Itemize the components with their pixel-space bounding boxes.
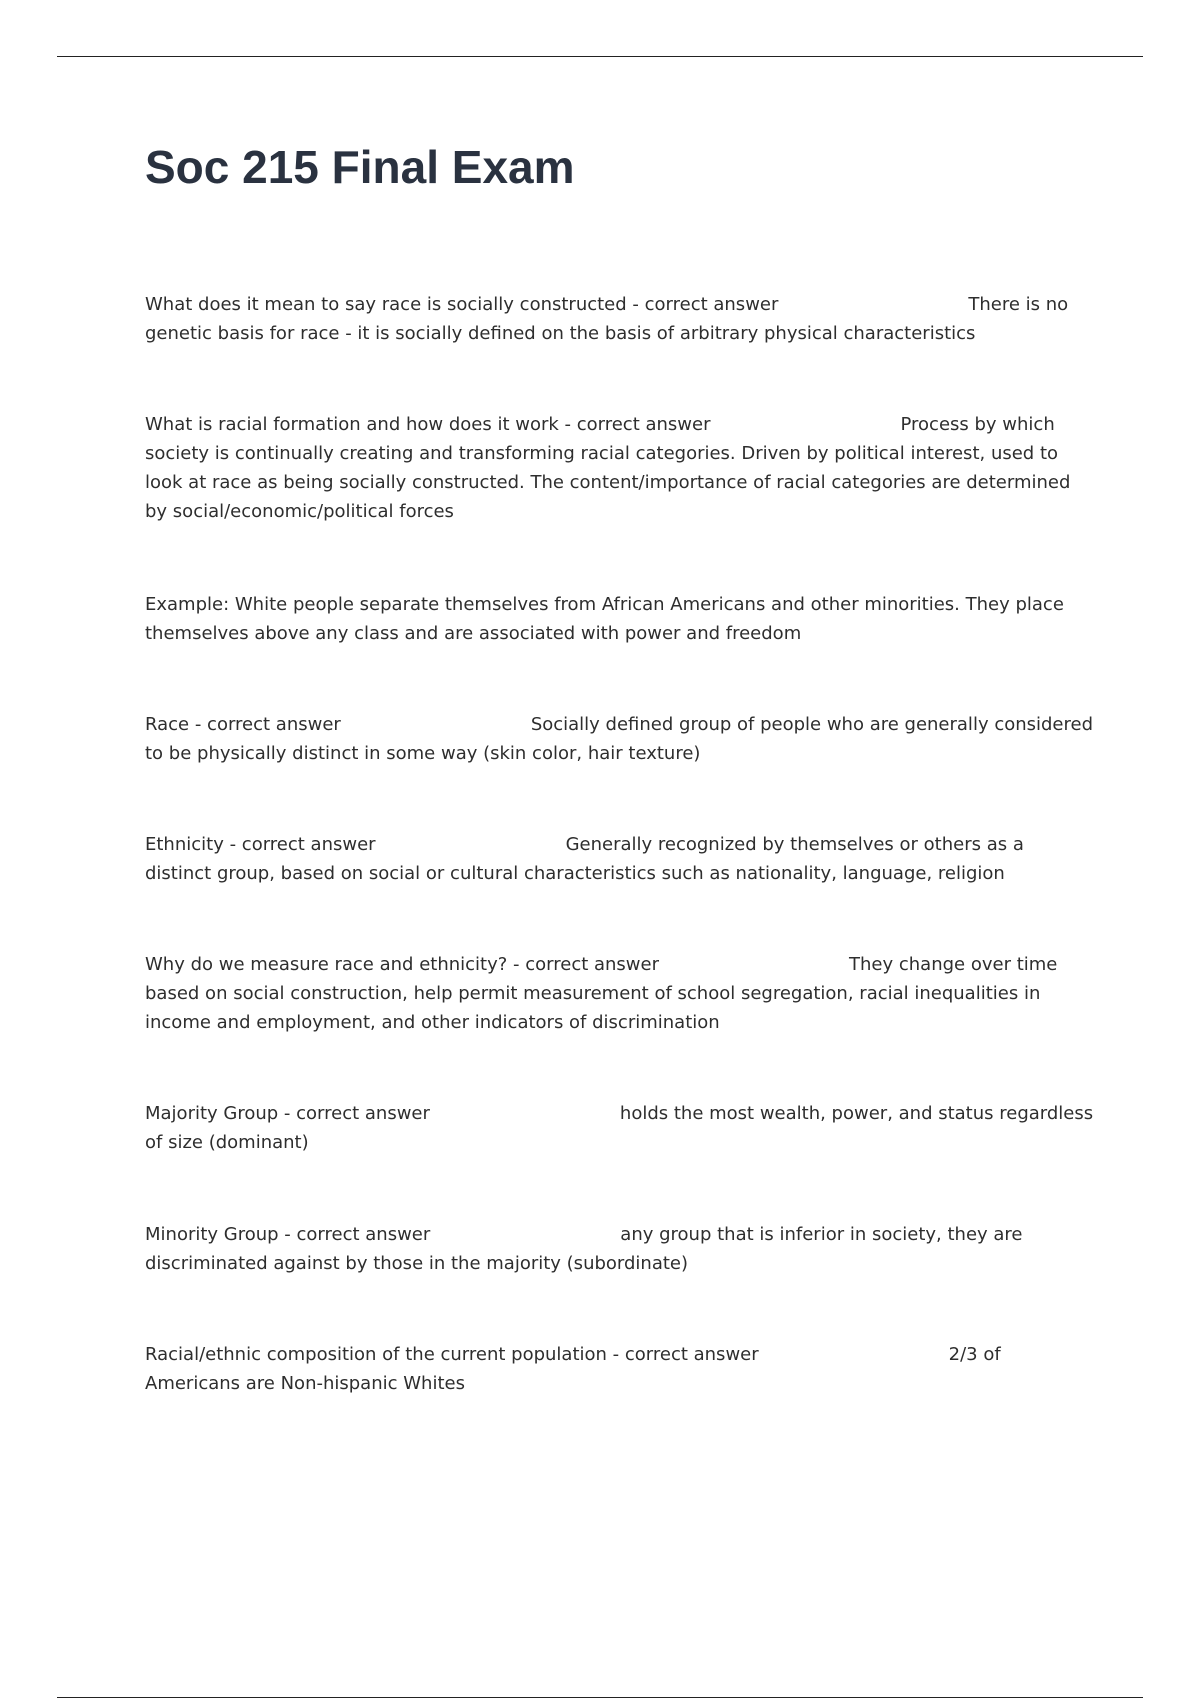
answer-text: 2/3 of Americans are Non-hispanic Whites <box>145 1344 1001 1394</box>
qa-entry-race <box>145 710 1095 768</box>
qa-entry-1 <box>145 290 1095 348</box>
answer-text: Socially defined group of people who are generally considered to be physically distinct in some way (skin color, hair texture) <box>145 714 1094 764</box>
example-paragraph: Example: White people separate themselves from African Americans and other minorities. They place themselves above any class and are associated with power and freedom <box>145 594 1064 644</box>
qa-entry-ethnicity <box>145 830 1095 888</box>
question-text: What does it mean to say race is socially constructed - correct answer <box>145 294 779 315</box>
question-text: Race - correct answer <box>145 714 341 735</box>
header-rule <box>57 56 1143 57</box>
answer-text: holds the most wealth, power, and status regardless of size (dominant) <box>145 1103 1094 1153</box>
question-text: Minority Group - correct answer <box>145 1224 431 1245</box>
qa-entry-measure <box>145 950 1095 1037</box>
footer-rule <box>57 1697 1143 1698</box>
qa-entry-2 <box>145 410 1095 526</box>
question-text: What is racial formation and how does it work - correct answer <box>145 414 711 435</box>
qa-entry-minority <box>145 1220 1095 1278</box>
qa-entry-majority <box>145 1099 1095 1157</box>
question-text: Majority Group - correct answer <box>145 1103 430 1124</box>
qa-entry-composition <box>145 1340 1095 1398</box>
answer-text: Process by which society is continually creating and transforming racial categories. Driven by political interest, used to look at race as being socially constructed. The content/importance of racial categories are determined by social/economic/political forces <box>145 414 1071 522</box>
page-title: Soc 215 Final Exam <box>145 141 575 193</box>
answer-text: There is no genetic basis for race - it is socially defined on the basis of arbitrary physical characteristics <box>145 294 1069 344</box>
answer-text: Generally recognized by themselves or others as a distinct group, based on social or cultural characteristics such as nationality, language, religion <box>145 834 1024 884</box>
question-text: Racial/ethnic composition of the current population - correct answer <box>145 1344 759 1365</box>
answer-text: any group that is inferior in society, they are discriminated against by those in the majority (subordinate) <box>145 1224 1023 1274</box>
question-text: Why do we measure race and ethnicity? - correct answer <box>145 954 660 975</box>
question-text: Ethnicity - correct answer <box>145 834 376 855</box>
answer-text: They change over time based on social construction, help permit measurement of school segregation, racial inequalities in income and employment, and other indicators of discrimination <box>145 954 1058 1033</box>
